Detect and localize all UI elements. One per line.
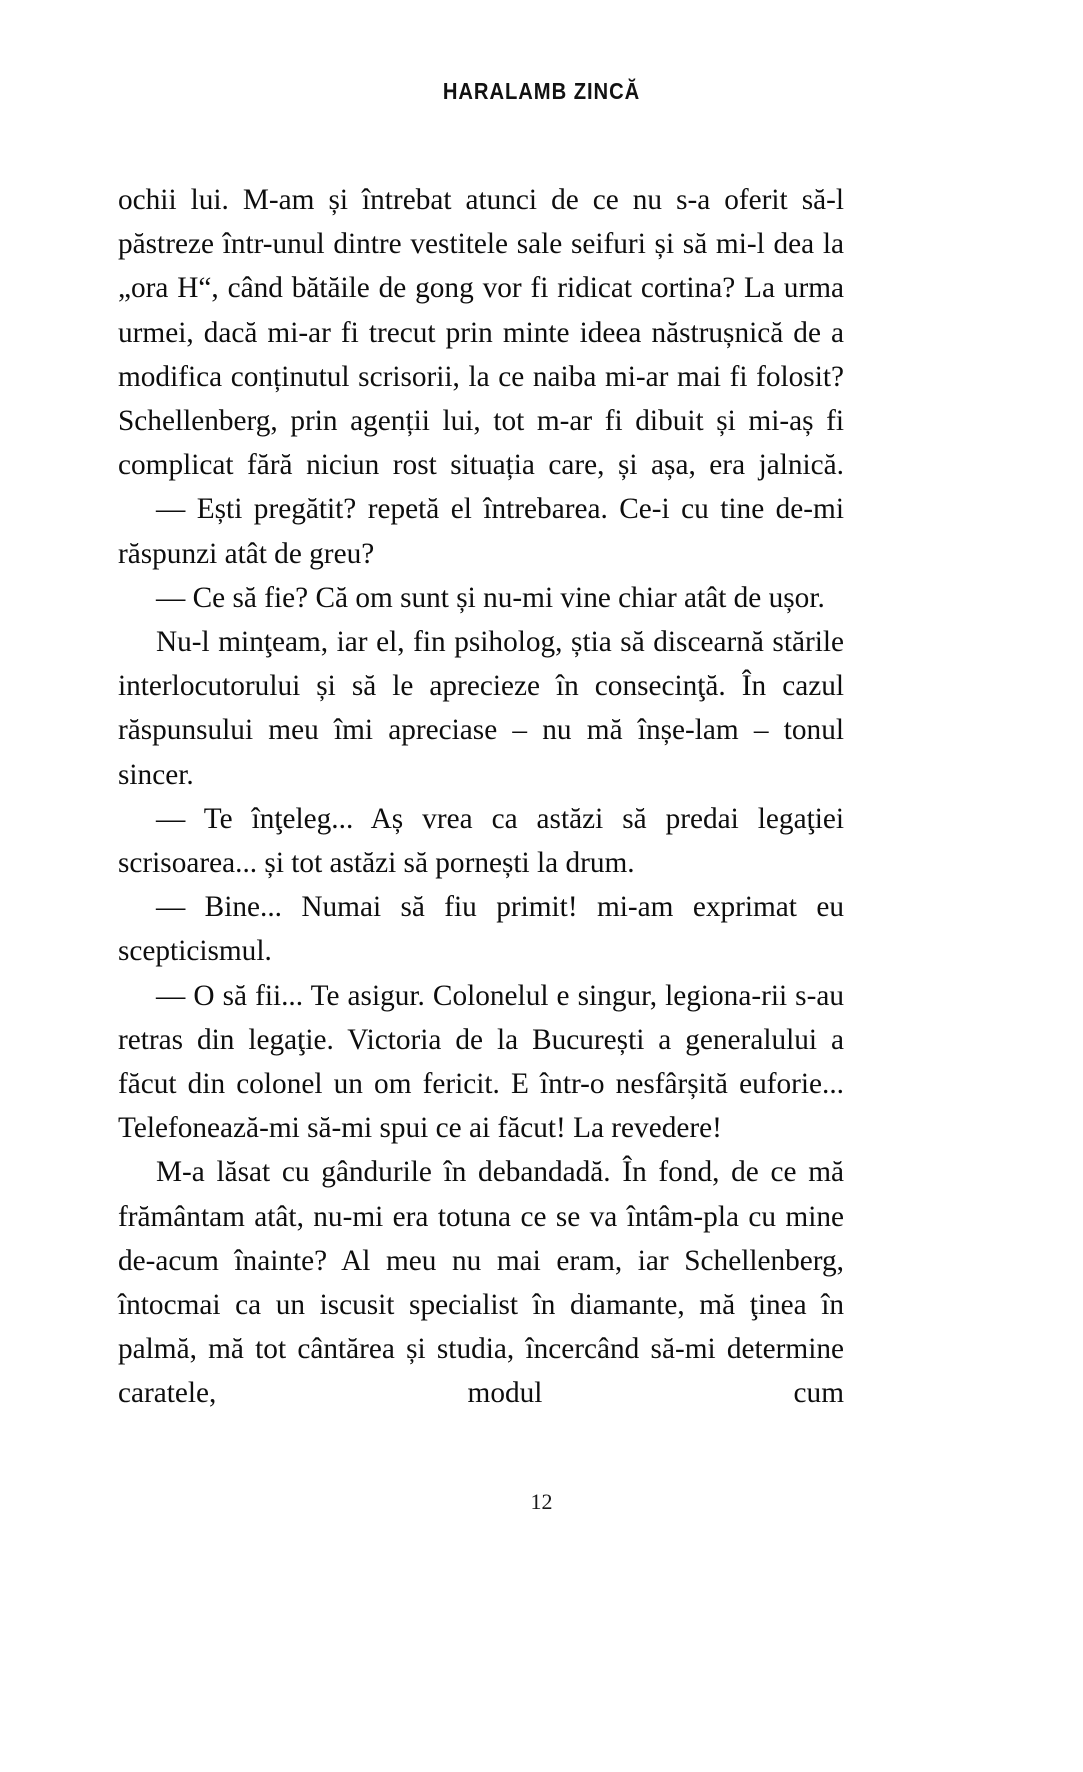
- paragraph-narration-1: Nu-l minţeam, iar el, fin psiholog, știa să discearnă stările interlocutorului și să le aprecieze în consecinţă. În cazul răspunsului meu îmi apreciase – nu mă înșe-lam – tonul sincer.: [118, 626, 844, 791]
- paragraph-dialogue-5: — O să fii... Te asigur. Colonelul e singur, legiona-rii s-au retras din legaţie. Victoria de la București a generalului a făcut din colonel un om fericit. E într-o nesfârșită euforie... Telefonează-mi să-mi spui ce ai făcut! La revedere!: [118, 979, 844, 1145]
- paragraph-narration-2: M-a lăsat cu gândurile în debandadă. În fond, de ce mă frământam atât, nu-mi era totuna ce se va întâm-pla cu mine de-acum înainte? Al meu nu mai eram, iar Schellenberg, întocmai ca un iscusit specialist în diamante, mă ţinea în palmă, mă tot cântărea și studia, încercând să-mi determine caratele, modul cum: [118, 1156, 844, 1410]
- paragraph-dialogue-1: — Ești pregătit? repetă el întrebarea. Ce-i cu tine de-mi răspunzi atât de greu?: [118, 493, 844, 570]
- running-head: HARALAMB ZINCĂ: [442, 78, 641, 104]
- paragraph-continuation: ochii lui. M-am și întrebat atunci de ce nu s-a oferit să-l păstreze într-unul dintre vestitele sale seifuri și să mi-l dea la „ora H“, când bătăile de gong vor fi ridicat cortina? La urma urmei, dacă mi-ar fi trecut prin minte ideea năstrușnică de a modifica conținutul scrisorii, la ce naiba mi-ar mai fi folosit? Schellenberg, prin agenții lui, tot m-ar fi dibuit și mi-aș fi complicat fără niciun rost situația care, și așa, era jalnică.: [118, 184, 844, 482]
- paragraph-dialogue-3: — Te înţeleg... Aș vrea ca astăzi să predai legaţiei scrisoarea... și tot astăzi să pornești la drum.: [118, 802, 844, 880]
- paragraph-dialogue-2: — Ce să fie? Că om sunt și nu-mi vine chiar atât de ușor.: [156, 581, 825, 614]
- paragraph-dialogue-4: — Bine... Numai să fiu primit! mi-am exprimat eu scepticismul.: [118, 891, 844, 968]
- body-text-block: [118, 178, 844, 1416]
- page-number: 12: [530, 1489, 553, 1514]
